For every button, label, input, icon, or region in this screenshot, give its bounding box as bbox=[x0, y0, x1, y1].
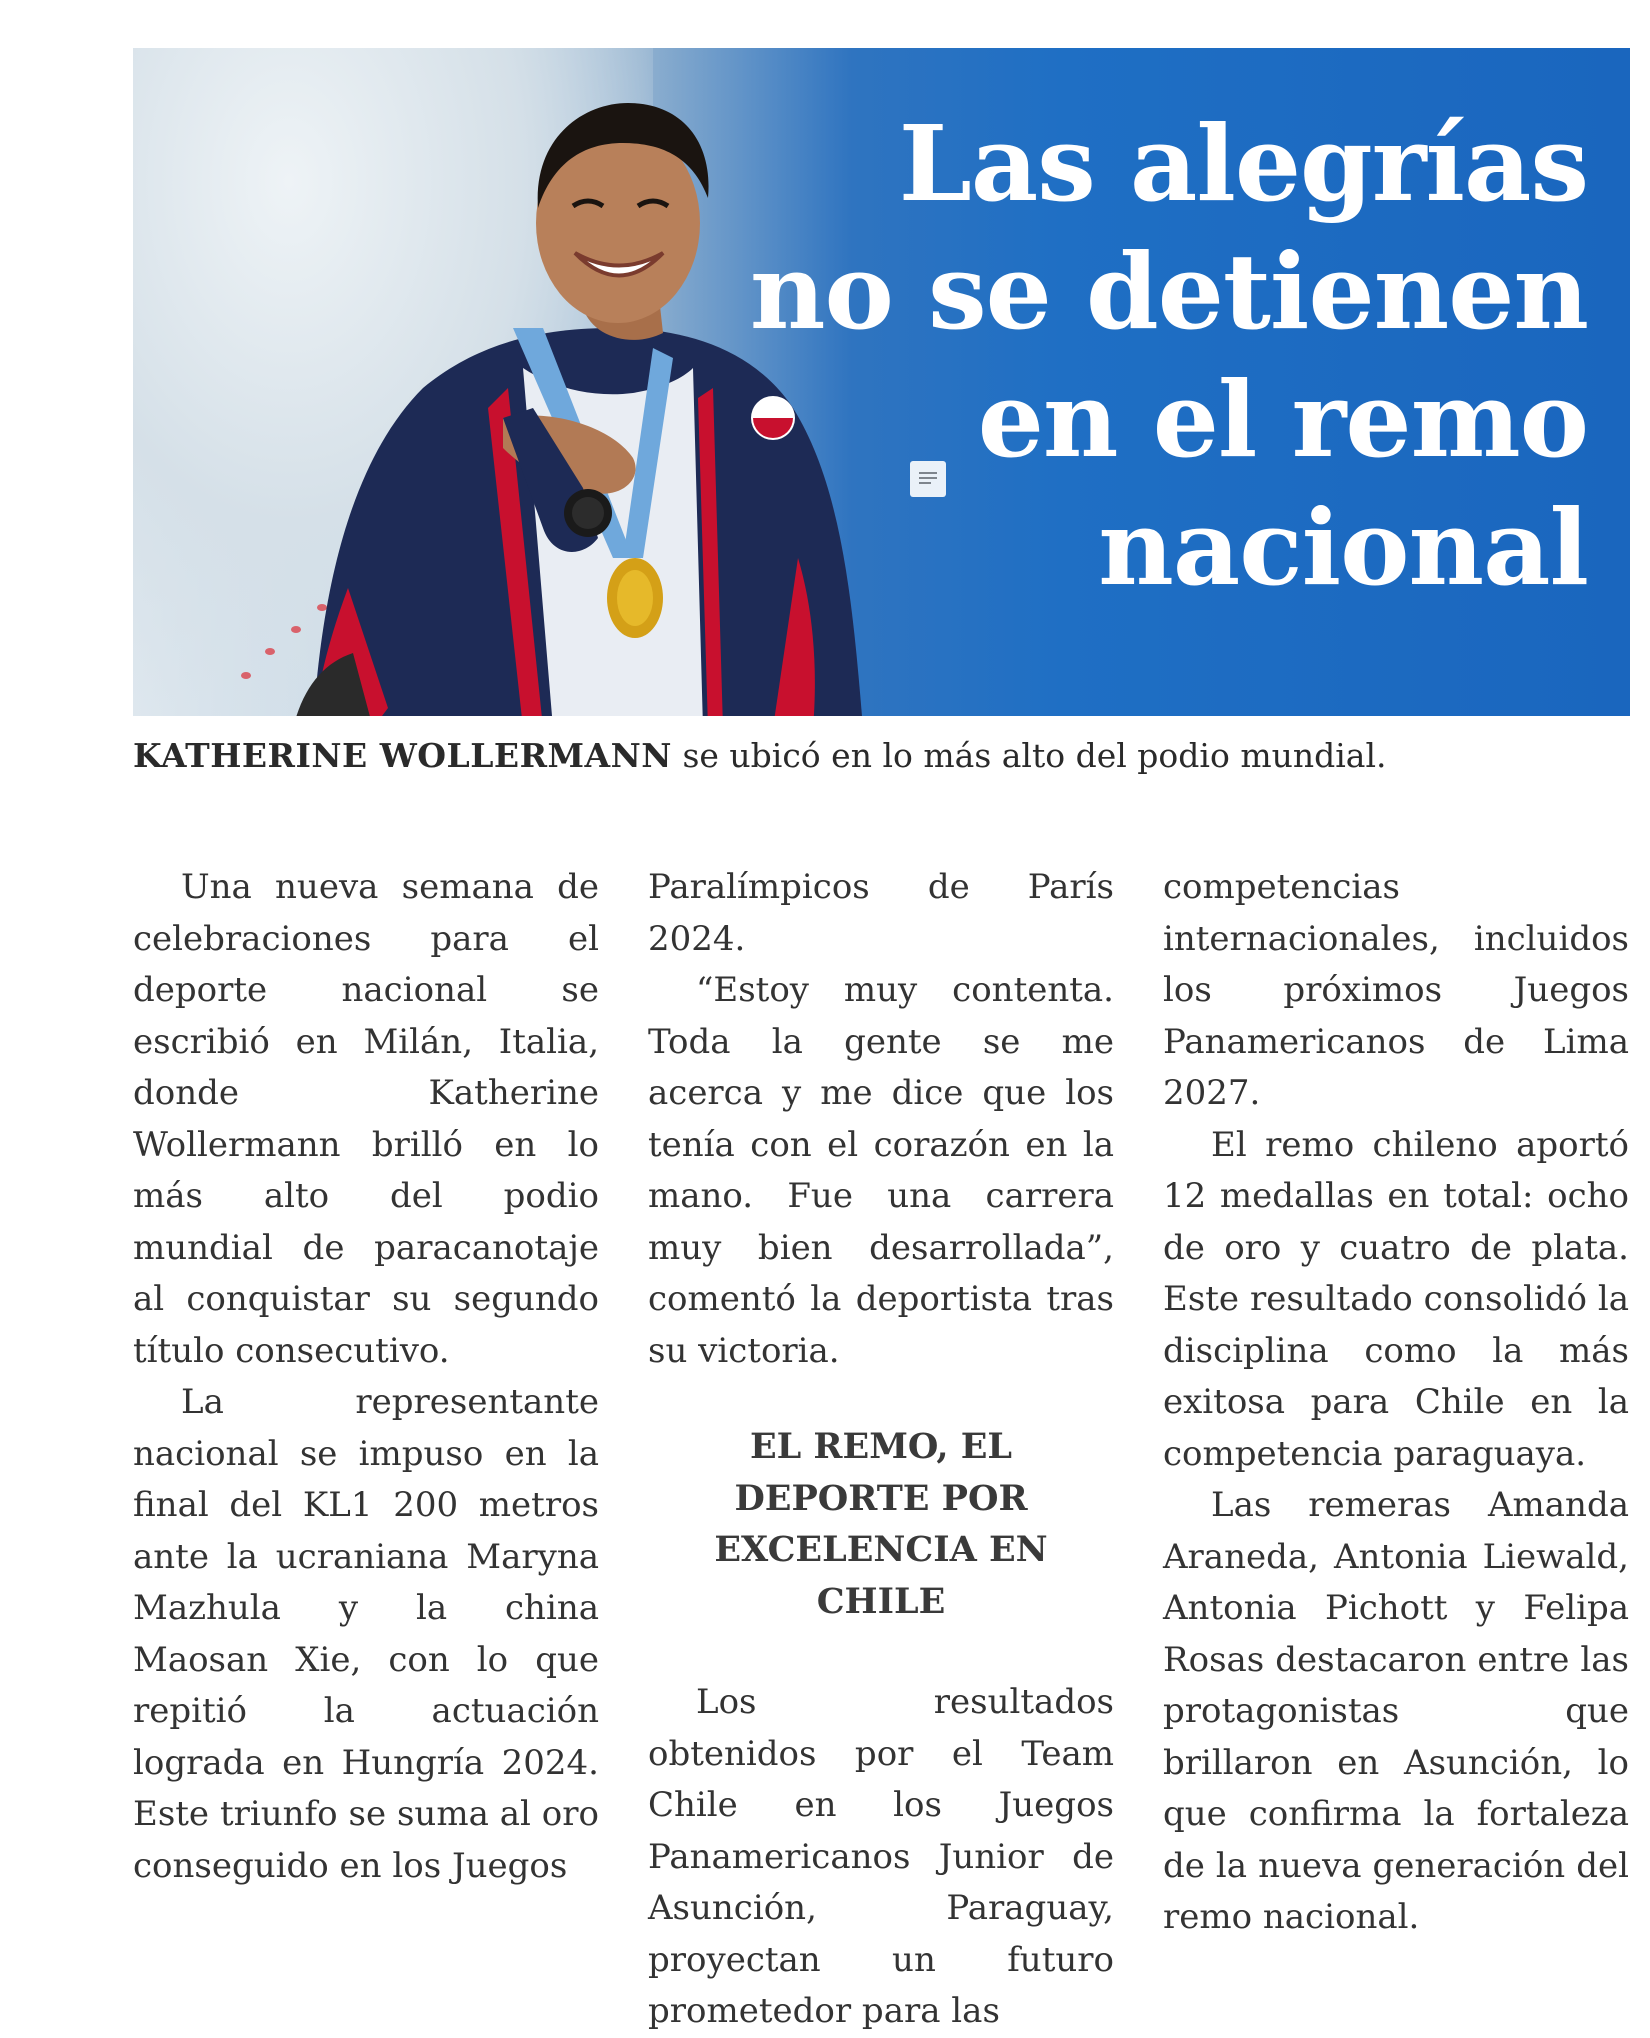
paragraph: El remo chileno aportó 12 medallas en total: ocho de oro y cuatro de plata. Este resultado consolidó la disciplina como la más exitosa para Chile en la competencia paraguaya. bbox=[1163, 1124, 1629, 1474]
paragraph-continued: competencias internacionales, incluidos los próximos Juegos Panamericanos de Lima 2027. bbox=[1163, 867, 1629, 1113]
paragraph: Los resultados obtenidos por el Team Chile en los Juegos Panamericanos Junior de Asunción, Paraguay, proyectan un futuro prometedor para las bbox=[648, 1682, 1114, 2031]
paragraph-continued: Paralímpicos de París 2024. bbox=[648, 867, 1114, 959]
photo-caption bbox=[133, 736, 1630, 776]
headline: Las alegrías no se detienen en el remo nacional bbox=[749, 102, 1588, 609]
caption-name: KATHERINE WOLLERMANN bbox=[133, 736, 672, 775]
hero-photo bbox=[133, 48, 1630, 716]
quote-paragraph: “Estoy muy contenta. Toda la gente se me acerca y me dice que los tenía con el corazón en la mano. Fue una carrera muy bien desarrollada”, comentó la deportista tras su victoria. bbox=[648, 970, 1114, 1371]
article-column-3 bbox=[1163, 862, 1629, 1944]
article-column-2 bbox=[648, 862, 1114, 2038]
paragraph: Una nueva semana de celebraciones para el deporte nacional se escribió en Milán, Italia, donde Katherine Wollermann brilló en lo más alto del podio mundial de paracanotaje al conquistar su segundo título consecutivo. bbox=[133, 867, 599, 1371]
article-column-1 bbox=[133, 862, 599, 1892]
paragraph: La representante nacional se impuso en la final del KL1 200 metros ante la ucraniana Maryna Mazhula y la china Maosan Xie, con lo que repitió la actuación lograda en Hungría 2024. Este triunfo se suma al oro conseguido en los Juegos bbox=[133, 1382, 599, 1886]
paragraph: Las remeras Amanda Araneda, Antonia Liewald, Antonia Pichott y Felipa Rosas destacaron entre las protagonistas que brillaron en Asunción, lo que confirma la fortaleza de la nueva generación del remo nacional. bbox=[1163, 1485, 1629, 1937]
caption-text: se ubicó en lo más alto del podio mundial. bbox=[671, 736, 1387, 775]
section-subhead: EL REMO, EL DEPORTE POR EXCELENCIA EN CHILE bbox=[714, 1426, 1048, 1622]
